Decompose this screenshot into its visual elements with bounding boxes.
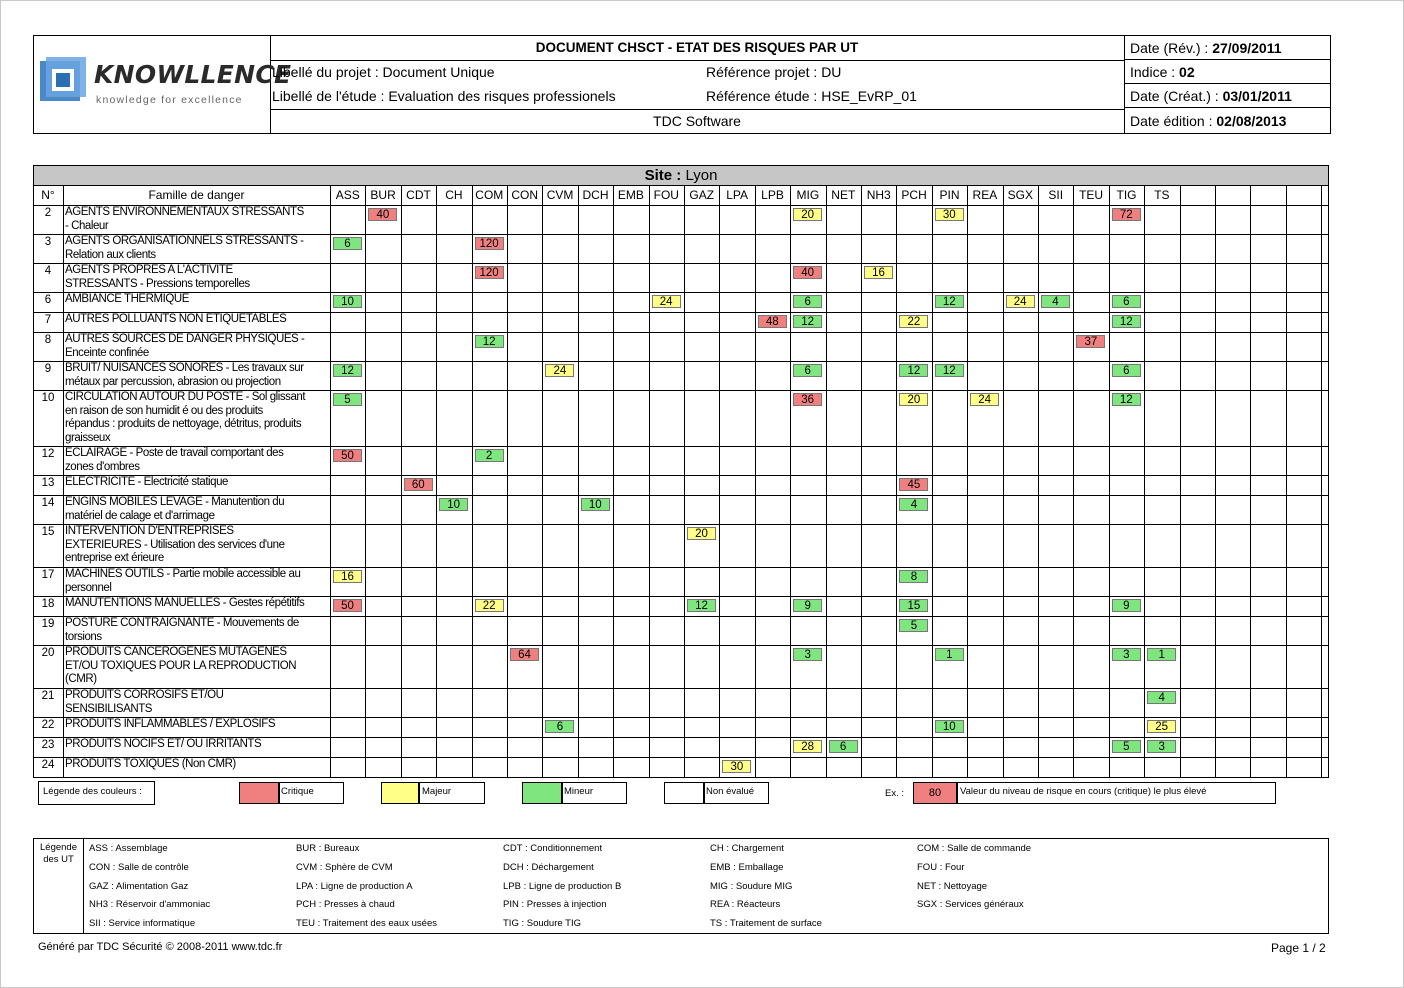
row-family-line: AMBIANCE THERMIQUE <box>65 293 189 305</box>
software-name: TDC Software <box>270 109 1124 134</box>
risk-value-mineur: 3 <box>793 648 822 661</box>
risk-value-critique: 50 <box>333 599 362 612</box>
row-number: 17 <box>41 569 55 581</box>
risk-value-majeur: 20 <box>899 393 928 406</box>
col-header-sii: SII <box>1048 188 1064 202</box>
date-creat <box>1125 84 1331 108</box>
date-creat-label: Date (Créat.) : <box>1130 88 1219 104</box>
ut-legend-item: SGX : Services généraux <box>917 899 1024 910</box>
risk-value-mineur: 4 <box>1041 295 1070 308</box>
legend-example-desc: Valeur du niveau de risque en cours (critique) le plus élevé <box>960 786 1207 797</box>
ut-legend-item: GAZ : Alimentation Gaz <box>89 881 189 892</box>
row-family-line: AGENTS ENVIRONNEMENTAUX STRESSANTS <box>65 206 304 218</box>
row-family <box>65 689 329 716</box>
risk-value-critique: 50 <box>333 449 362 462</box>
risk-value-mineur: 12 <box>935 364 964 377</box>
num-header: N° <box>41 188 55 202</box>
ut-legend-item: REA : Réacteurs <box>710 899 781 910</box>
row-number: 24 <box>41 759 55 771</box>
row-number: 22 <box>41 719 55 731</box>
risk-value-majeur: 30 <box>935 208 964 221</box>
col-header-cvm: CVM <box>546 188 574 202</box>
row-family-line: métaux par percussion, abrasion ou projection <box>65 375 281 388</box>
risk-value-mineur: 6 <box>1112 364 1141 377</box>
row-family-line: PRODUITS TOXIQUES (Non CMR) <box>65 758 236 770</box>
risk-value-mineur: 4 <box>1147 691 1176 704</box>
row-family <box>65 597 329 611</box>
row-family <box>65 206 329 233</box>
col-header-com: COM <box>475 188 504 202</box>
row-number: 8 <box>44 334 52 346</box>
col-header-con: CON <box>511 188 539 202</box>
risk-value-mineur: 12 <box>793 315 822 328</box>
legend-mineur-label: Mineur <box>564 786 594 797</box>
risk-value-majeur: 16 <box>333 570 362 583</box>
risk-value-majeur: 20 <box>793 208 822 221</box>
row-number: 6 <box>44 294 52 306</box>
col-header-cdt: CDT <box>406 188 431 202</box>
ut-legend-item: DCH : Déchargement <box>503 862 594 873</box>
risk-value-majeur: 24 <box>970 393 999 406</box>
row-family-line: AGENTS ORGANISATIONNELS STRESSANTS - <box>65 235 304 247</box>
index-label: Indice : <box>1130 64 1176 80</box>
ut-legend-item: PCH : Presses à chaud <box>296 899 395 910</box>
row-family-line: AUTRES POLLUANTS NON ETIQUETABLES <box>65 313 287 325</box>
study-label: Libellé de l'étude <box>272 88 377 104</box>
row-family-line: STRESSANTS - Pressions temporelles <box>65 277 250 290</box>
row-number: 13 <box>41 477 55 489</box>
logo-name: KNOWLLENCE <box>94 60 292 89</box>
row-family-line: zones d'ombres <box>65 460 140 473</box>
document-title: DOCUMENT CHSCT - ETAT DES RISQUES PAR UT <box>270 36 1124 61</box>
risk-value-critique: 72 <box>1112 208 1141 221</box>
risk-value-mineur: 6 <box>545 720 574 733</box>
legend-swatch-critique <box>239 782 279 804</box>
row-family-line: PRODUITS INFLAMMABLES / EXPLOSIFS <box>65 718 276 730</box>
risk-value-critique: 64 <box>510 648 539 661</box>
row-family <box>65 313 329 327</box>
row-family-line: INTERVENTION D'ENTREPRISES <box>65 525 234 537</box>
row-family-line: AUTRES SOURCES DE DANGER PHYSIQUES - <box>65 333 305 345</box>
row-family-line: graisseux <box>65 431 111 444</box>
row-family-line: torsions <box>65 630 102 643</box>
risk-value-mineur: 3 <box>1112 648 1141 661</box>
ut-legend-item: TEU : Traitement des eaux usées <box>296 918 437 929</box>
date-edit <box>1125 109 1331 133</box>
logo-mark-icon <box>40 57 86 103</box>
col-header-ass: ASS <box>335 188 360 202</box>
legend-example-value: 80 <box>913 782 957 804</box>
risk-value-critique: 120 <box>475 266 504 279</box>
row-family <box>65 646 329 687</box>
study-ref-label: Référence étude <box>706 88 810 104</box>
risk-value-mineur: 12 <box>935 295 964 308</box>
footer-generated: Généré par TDC Sécurité © 2008-2011 www.tdc.fr <box>38 941 283 953</box>
col-header-lpb: LPB <box>761 188 784 202</box>
row-family-line: CIRCULATION AUTOUR DU POSTE - Sol glissant <box>65 391 306 403</box>
legend-swatch-non-evalue <box>664 782 704 804</box>
row-number: 2 <box>44 207 52 219</box>
date-creat-value: 03/01/2011 <box>1222 88 1292 104</box>
project-ref-label: Référence projet <box>706 64 810 80</box>
col-header-empty <box>1180 186 1215 205</box>
study-value: Evaluation des risques professionels <box>388 88 616 104</box>
row-family <box>65 758 329 772</box>
row-family-line: AGENTS PROPRES A L'ACTIVITE <box>65 264 233 276</box>
col-header-nh3: NH3 <box>866 188 891 202</box>
row-family-line: matériel de calage et d'arrimage <box>65 509 215 522</box>
row-number: 18 <box>41 598 55 610</box>
risk-value-mineur: 10 <box>581 498 610 511</box>
row-number: 15 <box>41 526 55 538</box>
row-number: 10 <box>41 392 55 404</box>
risk-value-majeur: 22 <box>475 599 504 612</box>
ut-legend-item: CVM : Sphère de CVM <box>296 862 393 873</box>
row-number: 3 <box>44 236 52 248</box>
row-family-line: MACHINES OUTILS - Partie mobile accessible au <box>65 568 301 580</box>
row-family-line: personnel <box>65 581 112 594</box>
project-label: Libellé du projet <box>272 64 371 80</box>
ut-legend-item: BUR : Bureaux <box>296 843 360 854</box>
risk-value-mineur: 12 <box>899 364 928 377</box>
site-value: Lyon <box>685 167 718 184</box>
ut-legend-item: EMB : Emballage <box>710 862 784 873</box>
date-rev <box>1125 36 1331 60</box>
row-family-line: POSTURE CONTRAIGNANTE - Mouvements de <box>65 617 299 629</box>
ut-legend-label-line: des UT <box>43 854 74 865</box>
company-logo <box>34 36 292 133</box>
row-family <box>65 496 329 523</box>
legend-swatch-mineur <box>522 782 562 804</box>
ut-legend-label <box>34 839 84 933</box>
row-number: 19 <box>41 618 55 630</box>
row-family-line: (CMR) <box>65 673 97 685</box>
row-number: 12 <box>41 448 55 460</box>
col-header-lpa: LPA <box>726 188 748 202</box>
risk-value-critique: 48 <box>758 315 787 328</box>
ut-legend-item: MIG : Soudure MIG <box>710 881 793 892</box>
col-header-emb: EMB <box>617 188 644 202</box>
risk-value-mineur: 5 <box>899 619 928 632</box>
row-number: 9 <box>44 363 52 375</box>
row-family <box>65 362 329 389</box>
ut-legend-item: NET : Nettoyage <box>917 881 988 892</box>
row-family <box>65 264 329 291</box>
col-header-empty <box>1215 186 1250 205</box>
study-ref-line: Référence étude : HSE_EvRP_01 <box>706 88 917 104</box>
row-family-line: en raison de son humidit é ou des produits <box>65 404 263 417</box>
date-rev-value: 27/09/2011 <box>1212 40 1282 56</box>
header-dates <box>1124 36 1331 133</box>
row-family-line: PRODUITS CORROSIFS ET/OU <box>65 689 224 701</box>
row-family-line: répandus : produits de nettoyage, détritus, produits <box>65 418 302 430</box>
col-header-bur: BUR <box>370 188 396 202</box>
risk-value-majeur: 24 <box>1006 295 1035 308</box>
row-number: 14 <box>41 497 55 509</box>
ut-legend-item: CON : Salle de contrôle <box>89 862 189 873</box>
risk-value-majeur: 28 <box>793 740 822 753</box>
row-family <box>65 525 329 566</box>
row-family-line: PRODUITS NOCIFS ET/ OU IRRITANTS <box>65 738 262 750</box>
risk-value-critique: 60 <box>404 478 433 491</box>
row-family-line: SENSIBILISANTS <box>65 702 153 715</box>
col-header-mig: MIG <box>796 188 820 202</box>
document-header <box>33 35 1331 134</box>
risk-value-majeur: 16 <box>864 266 893 279</box>
risk-value-critique: 37 <box>1076 335 1105 348</box>
row-number: 21 <box>41 690 55 702</box>
risk-value-majeur: 22 <box>899 315 928 328</box>
project-value: Document Unique <box>382 64 495 80</box>
risk-value-mineur: 9 <box>793 599 822 612</box>
index-value: 02 <box>1179 64 1195 80</box>
risk-value-mineur: 2 <box>475 449 504 462</box>
row-family-line: ET/OU TOXIQUES POUR LA REPRODUCTION <box>65 659 297 672</box>
risk-value-mineur: 6 <box>829 740 858 753</box>
legend-swatch-majeur <box>381 782 419 804</box>
row-family <box>65 617 329 644</box>
ut-legend-label-line: Légende <box>40 842 77 853</box>
ut-legend-item: CH : Chargement <box>710 843 784 854</box>
col-header-empty <box>1286 186 1321 205</box>
row-family-line: Enceinte confinée <box>65 346 149 359</box>
risk-value-mineur: 1 <box>935 648 964 661</box>
risk-value-majeur: 24 <box>652 295 681 308</box>
risk-value-critique: 40 <box>368 208 397 221</box>
risk-value-mineur: 15 <box>899 599 928 612</box>
row-family <box>65 738 329 752</box>
risk-value-critique: 45 <box>899 478 928 491</box>
col-header-net: NET <box>831 188 856 202</box>
ut-legend-item: LPA : Ligne de production A <box>296 881 413 892</box>
risk-value-mineur: 3 <box>1147 740 1176 753</box>
family-header: Famille de danger <box>148 188 245 202</box>
row-family-line: EXTERIEURES - Utilisation des services d'une <box>65 538 285 551</box>
risk-value-mineur: 6 <box>793 364 822 377</box>
col-header-pch: PCH <box>901 188 927 202</box>
ut-legend-item: COM : Salle de commande <box>917 843 1032 854</box>
header-center <box>270 36 1124 133</box>
row-family-line: BRUIT/ NUISANCES SONORES - Les travaux sur <box>65 362 304 374</box>
risk-table <box>33 165 1329 777</box>
col-header-ch: CH <box>445 188 463 202</box>
ut-legend-item: NH3 : Réservoir d'ammoniac <box>89 899 211 910</box>
color-legend-title: Légende des couleurs : <box>38 781 155 805</box>
risk-value-mineur: 12 <box>687 599 716 612</box>
date-rev-label: Date (Rév.) : <box>1130 40 1209 56</box>
risk-value-majeur: 20 <box>687 527 716 540</box>
logo-tagline: knowledge for excellence <box>96 94 243 106</box>
legend-critique-label: Critique <box>281 786 314 797</box>
legend-majeur-label: Majeur <box>422 786 452 797</box>
row-family-line: - Chaleur <box>65 219 109 232</box>
legend-non-evalue-label: Non évalué <box>706 786 755 797</box>
row-number: 4 <box>44 265 52 277</box>
ut-legend <box>33 838 1329 934</box>
date-edit-label: Date édition : <box>1130 113 1213 129</box>
risk-value-critique: 36 <box>793 393 822 406</box>
ut-legend-item: FOU : Four <box>917 862 965 873</box>
risk-value-mineur: 4 <box>899 498 928 511</box>
risk-value-mineur: 5 <box>333 393 362 406</box>
row-number: 7 <box>44 314 52 326</box>
ut-legend-item: TIG : Soudure TIG <box>503 918 581 929</box>
risk-value-mineur: 6 <box>333 237 362 250</box>
risk-value-critique: 120 <box>475 237 504 250</box>
row-family-line: ELECTRICITE - Electricité statique <box>65 476 229 488</box>
col-header-ts: TS <box>1154 188 1170 202</box>
row-number: 23 <box>41 739 55 751</box>
row-family-line: Relation aux clients <box>65 248 156 261</box>
row-family <box>65 718 329 732</box>
risk-value-mineur: 1 <box>1147 648 1176 661</box>
ut-legend-item: SII : Service informatique <box>89 918 196 929</box>
row-family <box>65 391 329 445</box>
index <box>1125 60 1331 84</box>
study-ref-value: HSE_EvRP_01 <box>821 88 917 104</box>
col-header-fou: FOU <box>653 188 679 202</box>
col-header-teu: TEU <box>1079 188 1104 202</box>
risk-value-majeur: 25 <box>1147 720 1176 733</box>
row-family <box>65 447 329 474</box>
risk-value-mineur: 12 <box>333 364 362 377</box>
row-family-line: ENGINS MOBILES LEVAGE - Manutention du <box>65 496 285 508</box>
ut-legend-item: PIN : Presses à injection <box>503 899 607 910</box>
ut-legend-item: LPB : Ligne de production B <box>503 881 622 892</box>
row-family-line: ECLAIRAGE - Poste de travail comportant des <box>65 447 284 459</box>
site-label: Site : <box>644 167 682 184</box>
col-header-gaz: GAZ <box>689 188 715 202</box>
row-number: 20 <box>41 647 55 659</box>
row-family <box>65 568 329 595</box>
row-family <box>65 293 329 307</box>
site-bar <box>33 165 1329 186</box>
col-header-dch: DCH <box>582 188 609 202</box>
risk-value-mineur: 10 <box>935 720 964 733</box>
risk-value-mineur: 8 <box>899 570 928 583</box>
col-header-tig: TIG <box>1116 188 1137 202</box>
grid-hline <box>33 777 1329 778</box>
project-label-line: Libellé du projet : Document Unique <box>272 64 495 80</box>
risk-value-mineur: 6 <box>793 295 822 308</box>
col-header-empty <box>1250 186 1285 205</box>
risk-value-mineur: 12 <box>1112 315 1141 328</box>
date-edit-value: 02/08/2013 <box>1216 113 1287 129</box>
ut-legend-item: TS : Traitement de surface <box>710 918 822 929</box>
risk-value-mineur: 12 <box>1112 393 1141 406</box>
risk-value-mineur: 9 <box>1112 599 1141 612</box>
footer-page: Page 1 / 2 <box>1271 941 1326 955</box>
risk-value-mineur: 5 <box>1112 740 1141 753</box>
project-ref-line: Référence projet : DU <box>706 64 842 80</box>
row-family <box>65 476 329 490</box>
risk-value-mineur: 10 <box>439 498 468 511</box>
col-header-rea: REA <box>972 188 998 202</box>
risk-value-mineur: 10 <box>333 295 362 308</box>
project-ref-value: DU <box>821 64 842 80</box>
risk-value-majeur: 30 <box>722 760 751 773</box>
study-label-line: Libellé de l'étude : Evaluation des risques professionels <box>272 88 616 104</box>
row-family-line: entreprise ext érieure <box>65 552 164 564</box>
col-header-sgx: SGX <box>1007 188 1033 202</box>
row-family <box>65 235 329 262</box>
risk-value-critique: 40 <box>793 266 822 279</box>
ut-legend-item: ASS : Assemblage <box>89 843 168 854</box>
risk-value-mineur: 12 <box>475 335 504 348</box>
ut-legend-item: CDT : Conditionnement <box>503 843 603 854</box>
legend-example-label: Ex. : <box>885 788 905 799</box>
row-family-line: PRODUITS CANCEROGENES MUTAGENES <box>65 646 287 658</box>
row-family-line: MANUTENTIONS MANUELLES - Gestes répétitifs <box>65 597 305 609</box>
col-header-pin: PIN <box>939 188 960 202</box>
row-family <box>65 333 329 360</box>
risk-value-mineur: 6 <box>1112 295 1141 308</box>
risk-value-majeur: 24 <box>545 364 574 377</box>
